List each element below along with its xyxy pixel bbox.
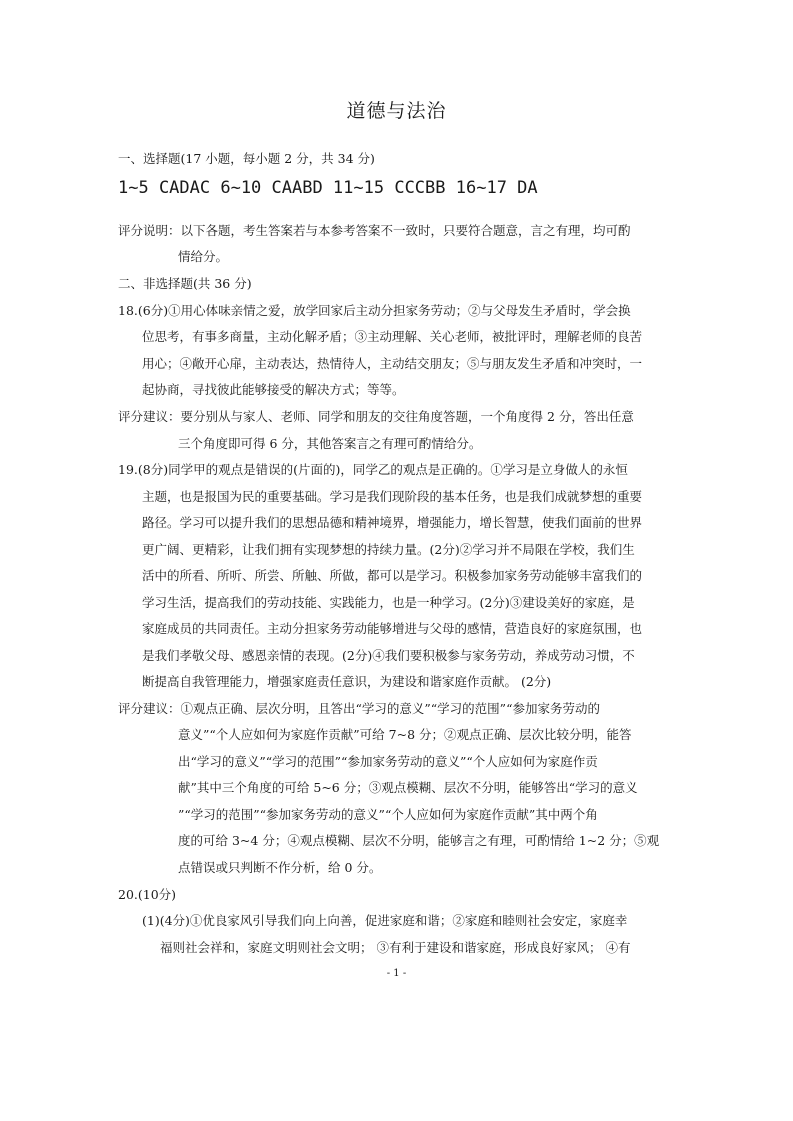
q19-line: 家庭成员的共同责任。主动分担家务劳动能够增进与父母的感情，营造良好的家庭氛围，也: [142, 621, 643, 636]
q19-line: 主题，也是报国为民的重要基础。学习是我们现阶段的基本任务，也是我们成就梦想的重要: [142, 489, 643, 504]
q19-rubric-line: ”“学习的范围”“参加家务劳动的意义”“个人应如何为家庭作贡献”其中两个角: [178, 807, 598, 822]
mc-answers: 1~5 CADAC 6~10 CAABD 11~15 CCCBB 16~17 DA: [118, 178, 538, 198]
q19-line: 更广阔、更精彩，让我们拥有实现梦想的持续力量。(2分)②学习并不局限在学校，我们生: [142, 542, 635, 557]
q18-line: 18.(6分)①用心体味亲情之爱，放学回家后主动分担家务劳动；②与父母发生矛盾时，学会换: [118, 303, 631, 318]
q19-rubric-line: 献”其中三个角度的可给 5~6 分；③观点模糊、层次不分明，能够答出“学习的意义: [178, 780, 638, 795]
q19-rubric-line: 点错误或只判断不作分析，给 0 分。: [178, 860, 382, 875]
q20-line: (1)(4分)①优良家风引导我们向上向善，促进家庭和谐；②家庭和睦则社会安定，家庭幸: [142, 913, 628, 928]
scoring-note-line: 情给分。: [178, 249, 229, 264]
q19-line: 是我们孝敬父母、感恩亲情的表现。(2分)④我们要积极参与家务劳动，养成劳动习惯，不: [142, 648, 635, 663]
q18-rubric-line: 三个角度即可得 6 分，其他答案言之有理可酌情给分。: [178, 436, 482, 451]
page-title: 道德与法治: [346, 100, 447, 122]
q19-rubric-line: 度的可给 3~4 分；④观点模糊、层次不分明，能够言之有理，可酌情给 1~2 分；⑤观: [178, 833, 660, 848]
q19-rubric-line: 出“学习的意义”“学习的范围”“参加家务劳动的意义”“个人应如何为家庭作贡: [178, 754, 598, 769]
q19-line: 学习生活，提高我们的劳动技能、实践能力，也是一种学习。(2分)③建设美好的家庭，是: [142, 595, 635, 610]
section2-heading: 二、非选择题(共 36 分): [118, 276, 252, 291]
scoring-note-line: 评分说明：以下各题，考生答案若与本参考答案不一致时，只要符合题意，言之有理，均可酌: [118, 223, 631, 238]
q20-heading: 20.(10分): [118, 887, 177, 902]
section1-heading: 一、选择题(17 小题，每小题 2 分，共 34 分): [118, 151, 375, 166]
q18-line: 用心；④敞开心扉，主动表达，热情待人，主动结交朋友；⑤与朋友发生矛盾和冲突时，一: [142, 356, 643, 371]
q19-line: 断提高自我管理能力，增强家庭责任意识，为建设和谐家庭作贡献。 (2分): [142, 674, 552, 689]
q19-rubric-line: 意义”“个人应如何为家庭作贡献”可给 7~8 分；②观点正确、层次比较分明，能答: [178, 727, 632, 742]
q19-rubric-line: 评分建议：①观点正确、层次分明，且答出“学习的意义”“学习的范围”“参加家务劳动的: [118, 701, 600, 716]
q19-line: 活中的所看、所听、所尝、所触、所做，都可以是学习。积极参加家务劳动能够丰富我们的: [142, 568, 643, 583]
q18-line: 起协商，寻找彼此能够接受的解决方式；等等。: [142, 382, 405, 397]
page-number: - 1 -: [386, 968, 407, 979]
q18-rubric-line: 评分建议：要分别从与家人、老师、同学和朋友的交往角度答题，一个角度得 2 分，答出任意: [118, 409, 634, 424]
q18-line: 位思考，有事多商量，主动化解矛盾；③主动理解、关心老师，被批评时，理解老师的良苦: [142, 329, 643, 344]
q19-line: 19.(8分)同学甲的观点是错误的(片面的)，同学乙的观点是正确的。①学习是立身做人的永恒: [118, 462, 628, 477]
q20-line: 福则社会祥和，家庭文明则社会文明； ③有利于建设和谐家庭，形成良好家风； ④有: [160, 940, 631, 955]
q19-line: 路径。学习可以提升我们的思想品德和精神境界，增强能力，增长智慧，使我们面前的世界: [142, 515, 643, 530]
